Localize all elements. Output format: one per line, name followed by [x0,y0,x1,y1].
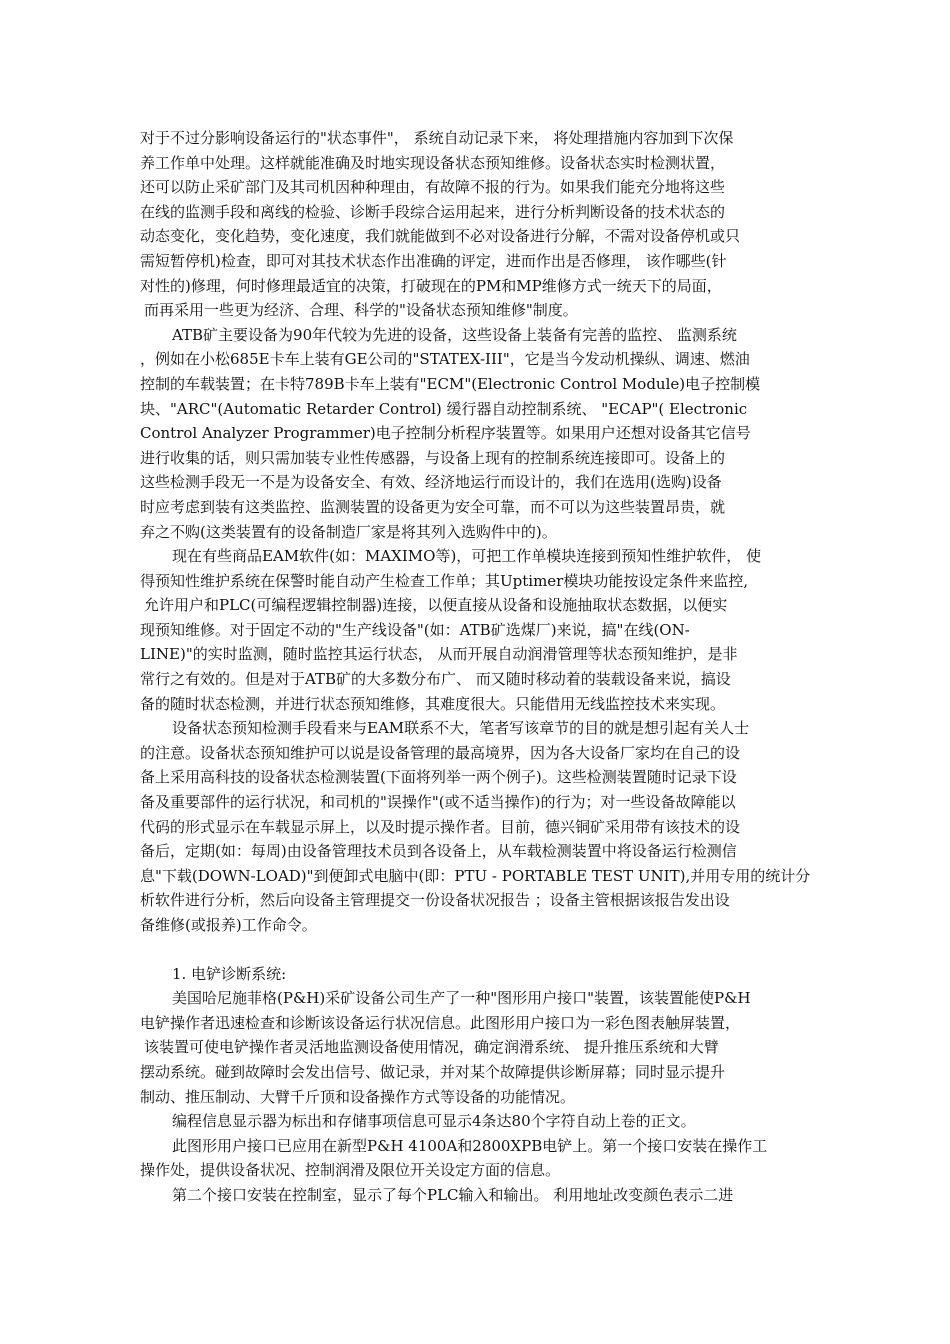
text-line: 需短暂停机)检查，即可对其技术状态作出准确的评定，进而作出是否修理， 该作哪些(针 [140,251,727,270]
text-line: 此图形用户接口已应用在新型P&H 4100A和2800XPB电铲上。第一个接口安装在操作工 [172,1136,768,1155]
text-line: 的注意。设备状态预知维护可以说是设备管理的最高境界，因为各大设备厂家均在自己的设 [140,743,741,762]
text-line: ATB矿主要设备为90年代较为先进的设备，这些设备上装备有完善的监控、 监测系统 [172,325,737,344]
text-line: 进行收集的话，则只需加装专业性传感器，与设备上现有的控制系统连接即可。设备上的 [140,448,726,467]
blank-line [140,938,812,962]
text-line: 备上采用高科技的设备状态检测装置(下面将列举一两个例子)。这些检测装置随时记录下设 [140,768,737,787]
text-line: 备的随时状态检测，并进行状态预知维修，其难度很大。只能借用无线监控技术来实现。 [140,694,726,713]
text-line: ，例如在小松685E卡车上装有GE公司的"STATEX-III"，它是当今发动机操纵、调速、燃油 [140,350,750,369]
text-line: 对性的)修理，何时修理最适宜的决策，打破现在的PM和MP维修方式一统天下的局面， [140,276,722,295]
text-line: 操作处，提供设备状况、控制润滑及限位开关设定方面的信息。 [140,1161,561,1180]
text-line: 现预知维修。对于固定不动的"生产线设备"(如：ATB矿选煤厂)来说，搞"在线(ON- [140,620,690,639]
text-line: 动态变化，变化趋势，变化速度，我们就能做到不必对设备进行分解，不需对设备停机或只 [140,227,741,246]
text-line: 控制的车载装置；在卡特789B卡车上装有"ECM"(Electronic Control Module)电子控制模 [140,374,761,393]
text-line: 备后，定期(如：每周)由设备管理技术员到各设备上，从车载检测装置中将设备运行检测信 [140,842,737,861]
text-line: 弃之不购(这类装置有的设备制造厂家是将其列入选购件中的)。 [140,522,557,541]
text-line: 对于不过分影响设备运行的"状态事件"， 系统自动记录下来， 将处理措施内容加到下次保 [140,129,734,147]
text-line: 养工作单中处理。这样就能准确及时地实现设备状态预知维修。设备状态实时检测状置， [140,153,726,172]
text-line: 在线的监测手段和离线的检验、诊断手段综合运用起来，进行分析判断设备的技术状态的 [140,202,726,221]
text-line: 常行之有效的。但是对于ATB矿的大多数分布广、 而又随时移动着的装载设备来说，搞设 [140,670,731,689]
text-line: LINE)"的实时监测，随时监控其运行状态， 从而开展自动润滑管理等状态预知维护，是非 [140,645,738,664]
text-line: 息"下载(DOWN-LOAD)"到便卸式电脑中(即：PTU - PORTABLE TEST UNIT),并用专用的统计分 [140,866,811,885]
text-line: Control Analyzer Programmer)电子控制分析程序装置等。如果用户还想对设备其它信号 [140,424,751,443]
text-line: 代码的形式显示在车载显示屏上，以及时提示操作者。目前，德兴铜矿采用带有该技术的设 [140,817,741,836]
text-line: 允许用户和PLC(可编程逻辑控制器)连接，以便直接从设备和设施抽取状态数据，以便实 [144,596,728,615]
text-line: 而再采用一些更为经济、合理、科学的"设备状态预知维修"制度。 [144,301,578,320]
text-line: 析软件进行分析，然后向设备主管理提交一份设备状况报告 ；设备主管根据该报告发出设 [140,891,730,910]
text-line: 块、"ARC"(Automatic Retarder Control) 缓行器自动控制系统、 "ECAP"( Electronic [140,399,748,418]
text-line: 第二个接口安装在控制室，显示了每个PLC输入和输出。 利用地址改变颜色表示二进 [172,1185,734,1204]
text-line: 备及重要部件的运行状况，和司机的"误操作"(或不适当操作)的行为；对一些设备故障能以 [140,793,736,812]
text-line: 时应考虑到装有这类监控、监测装置的设备更为安全可靠，而不可以为这些装置昂贵，就 [140,497,726,516]
text-line: 设备状态预知检测手段看来与EAM联系不大，笔者写该章节的目的就是想引起有关人士 [172,719,750,738]
text-line: 该装置可使电铲操作者灵活地监测设备使用情况，确定润滑系统、 提升推压系统和大臂 [144,1038,719,1057]
text-line: 摆动系统。碰到故障时会发出信号、做记录，并对某个故障提供诊断屏幕；同时显示提升 [140,1062,726,1081]
text-line: 还可以防止采矿部门及其司机因种种理由，有故障不报的行为。如果我们能充分地将这些 [140,178,726,197]
document-body [140,126,812,1208]
text-line: 现在有些商品EAM软件(如：MAXIMO等)，可把工作单模块连接到预知性维护软件， 使 [172,547,762,566]
text-line: 备维修(或报养)工作命令。 [140,916,317,934]
text-line: 这些检测手段无一不是为设备安全、有效、经济地运行而设计的，我们在选用(选购)设备 [140,473,722,492]
text-line: 制动、推压制动、大臂千斤顶和设备操作方式等设备的功能情况。 [140,1087,576,1106]
text-line: 美国哈尼施菲格(P&H)采矿设备公司生产了一种"图形用户接口"装置，该装置能使P&H [172,989,751,1008]
text-line: 1. 电铲诊断系统: [172,964,287,983]
text-line: 电铲操作者迅速检查和诊断该设备运行状况信息。此图形用户接口为一彩色图表触屏装置， [140,1013,741,1032]
text-line: 编程信息显示器为标出和存储事项信息可显示4条达80个字符自动上卷的正文。 [172,1112,696,1131]
text-line: 得预知性维护系统在保警时能自动产生检查工作单；其Uptimer模块功能按设定条件来监控, [140,571,749,590]
